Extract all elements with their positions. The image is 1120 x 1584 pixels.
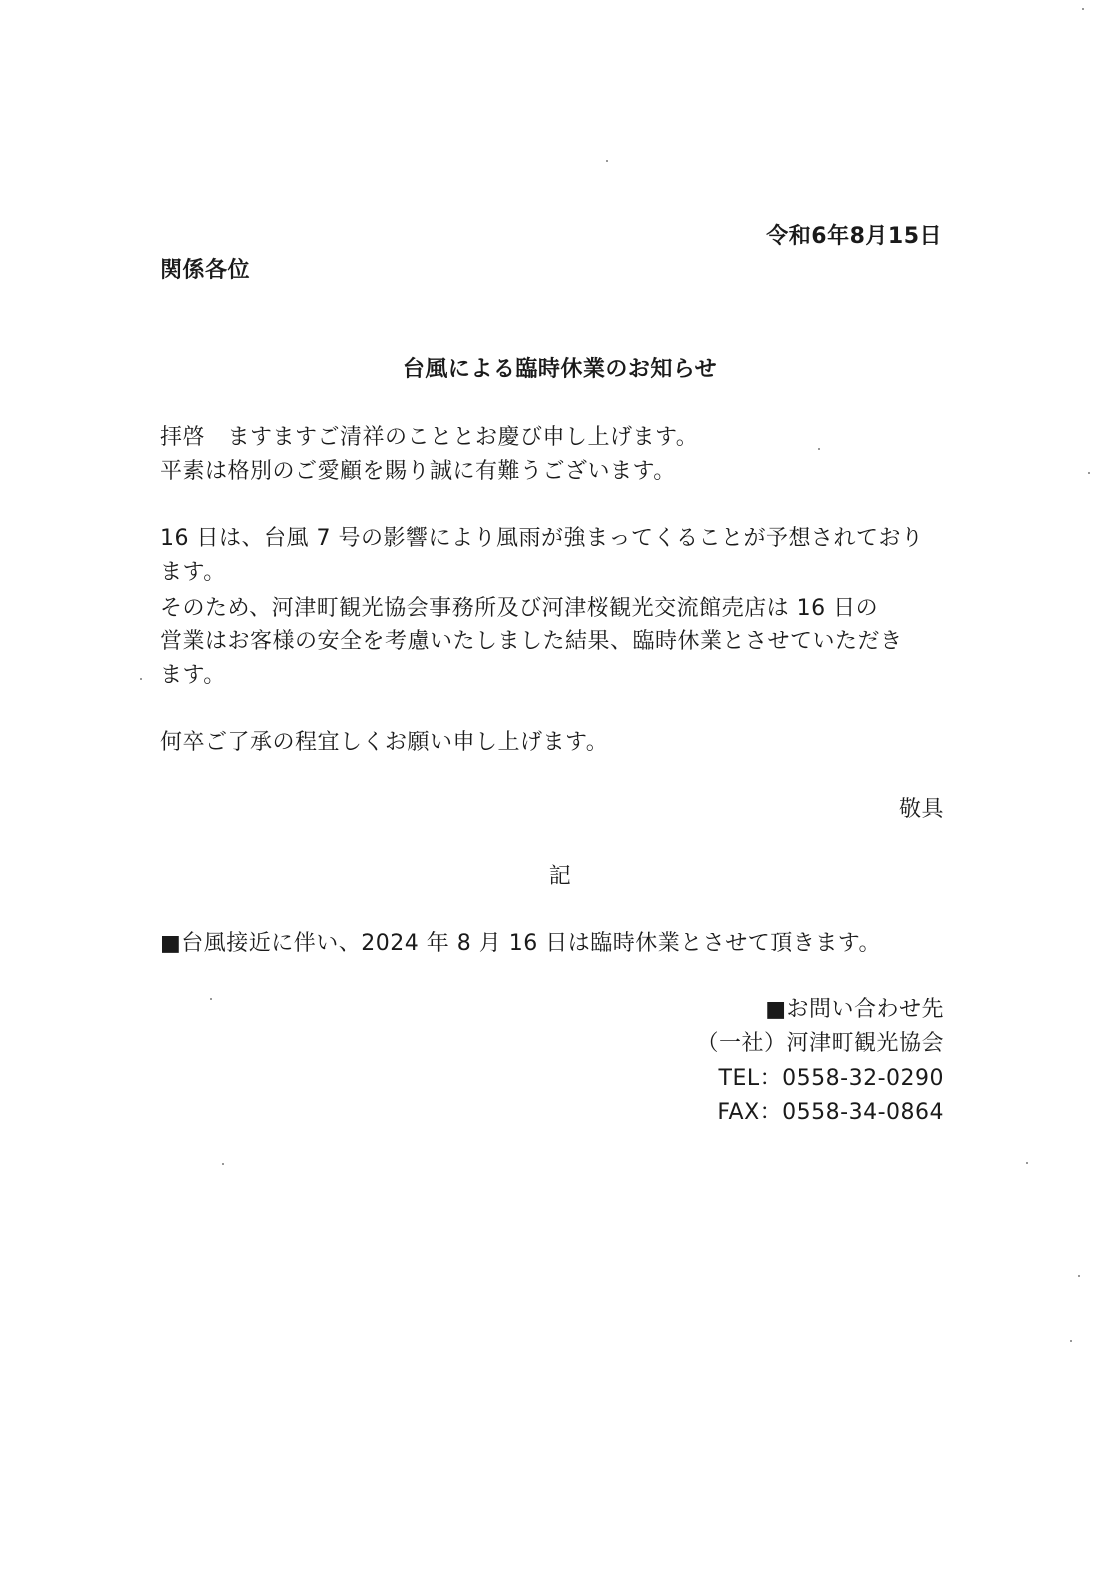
contact-fax: FAX：0558-34-0864 [717, 1100, 944, 1125]
contact-heading: ■お問い合わせ先 [765, 997, 944, 1022]
scan-speck [140, 678, 142, 680]
contact-organization: （一社）河津町観光協会 [696, 1031, 944, 1056]
scan-speck [210, 998, 212, 1000]
body-paragraph-line: 16 日は、台風 7 号の影響により風雨が強まってくることが予想されており [160, 526, 924, 551]
ki-heading: 記 [548, 864, 572, 889]
greeting-line: 拝啓 ますますご清祥のこととお慶び申し上げます。 [160, 425, 699, 450]
closing-phrase: 敬具 [898, 797, 944, 822]
body-paragraph-line: ます。 [160, 560, 226, 585]
scan-speck [1078, 1275, 1080, 1277]
scan-speck [818, 448, 820, 450]
scan-speck [1070, 1340, 1072, 1342]
greeting-line: 平素は格別のご愛顧を賜り誠に有難うございます。 [160, 459, 676, 484]
body-paragraph-line: ます。 [160, 663, 226, 688]
closing-request: 何卒ご了承の程宜しくお願い申し上げます。 [160, 730, 609, 755]
notice-title: 台風による臨時休業のお知らせ [402, 357, 718, 382]
scan-speck [1082, 8, 1084, 10]
body-paragraph-line: 営業はお客様の安全を考慮いたしました結果、臨時休業とさせていただき [160, 629, 903, 654]
letter-date: 令和6年8月15日 [766, 224, 942, 249]
notice-item: ■台風接近に伴い、2024 年 8 月 16 日は臨時休業とさせて頂きます。 [160, 931, 881, 956]
scan-speck [1088, 472, 1090, 474]
scan-speck [222, 1163, 224, 1165]
body-paragraph-line: そのため、河津町観光協会事務所及び河津桜観光交流館売店は 16 日の [160, 596, 879, 621]
contact-tel: TEL：0558-32-0290 [718, 1066, 944, 1091]
recipient: 関係各位 [160, 258, 251, 283]
scan-speck [606, 160, 608, 162]
scan-speck [1026, 1162, 1028, 1164]
